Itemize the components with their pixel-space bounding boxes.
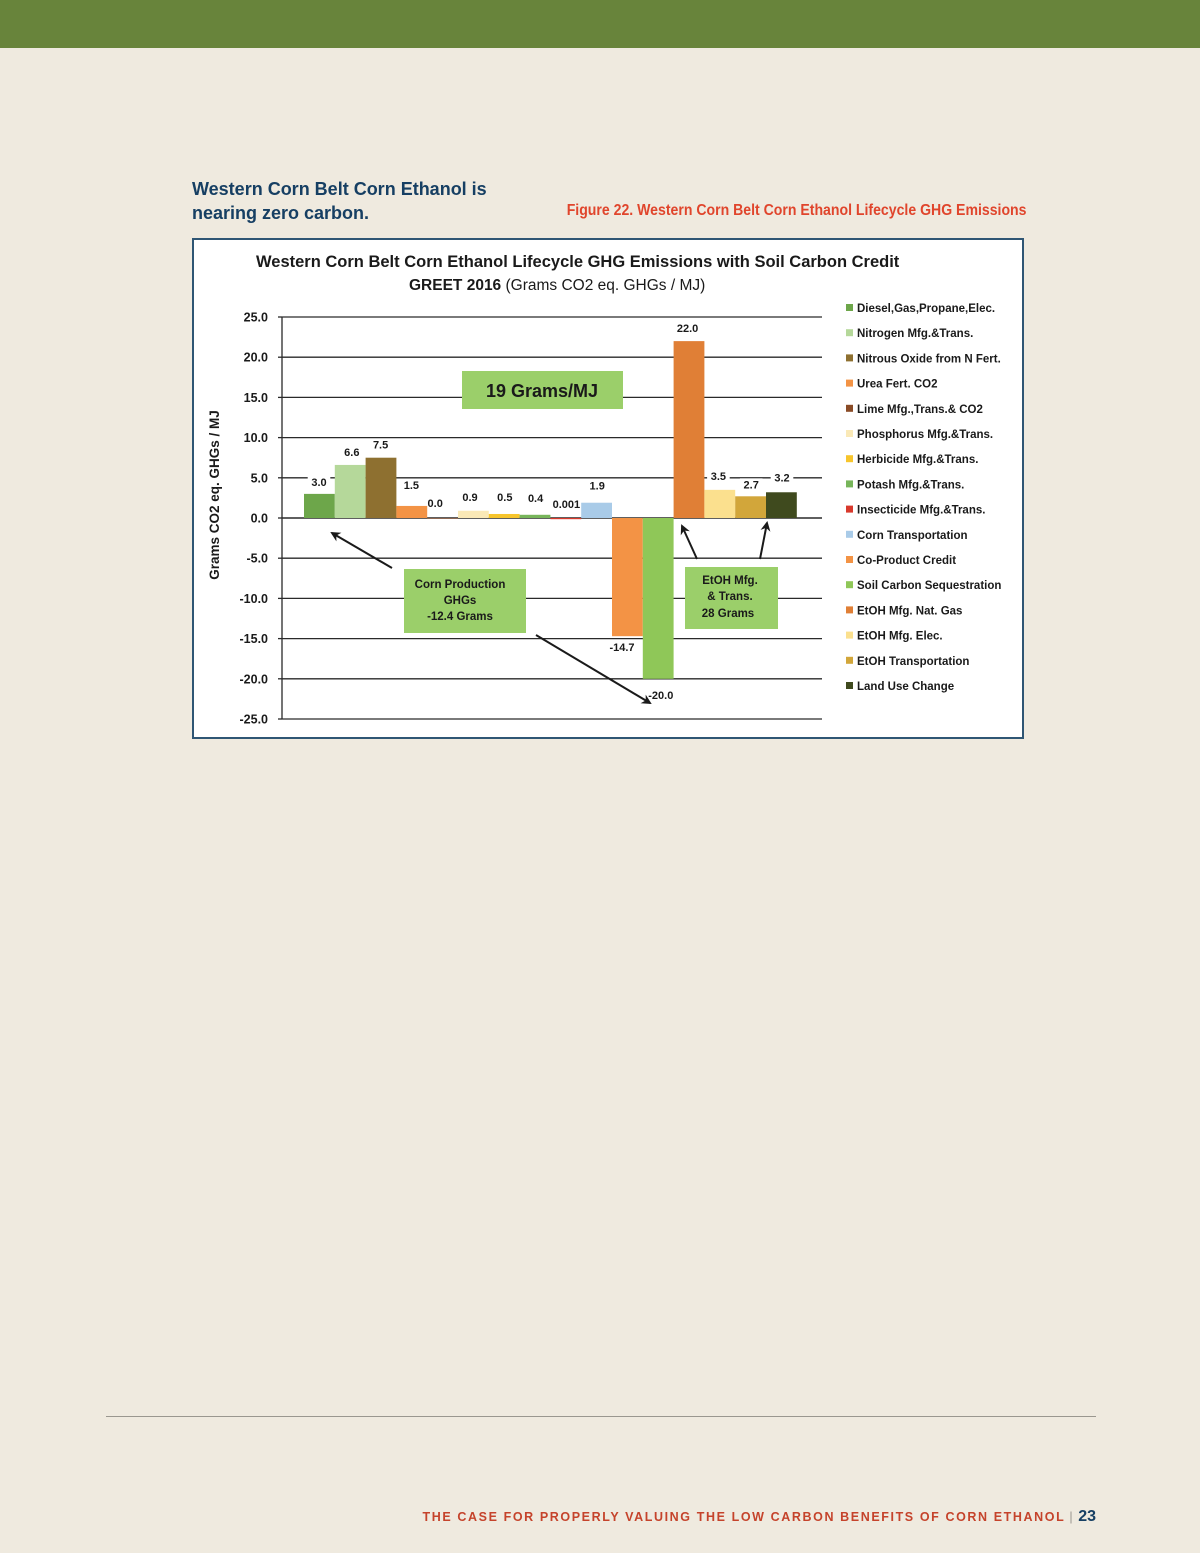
data-label: 0.4 <box>527 492 544 505</box>
legend-swatch <box>846 354 853 361</box>
legend-entry: Herbicide Mfg.&Trans. <box>857 454 979 467</box>
corn-production-line-1: Corn Production <box>414 579 506 591</box>
bar-nitrogen-mfg-trans <box>335 465 366 518</box>
bar-potash-mfg-trans <box>520 515 551 518</box>
y-tick-label: 5.0 <box>250 471 268 486</box>
bar-etoh-mfg-nat-gas <box>674 341 705 518</box>
annotations <box>332 371 778 703</box>
legend-swatch <box>846 581 853 588</box>
legend-swatch <box>846 405 853 412</box>
footer <box>423 1508 1096 1526</box>
legend-swatch <box>846 430 853 437</box>
bar-insecticide-mfg-trans <box>550 518 581 519</box>
footer-divider <box>106 1416 1096 1417</box>
chart-frame <box>192 238 1024 739</box>
corn-production-line-2: GHGs <box>443 595 477 607</box>
chart-subtitle <box>409 277 705 294</box>
page-number: 23 <box>1078 1508 1096 1525</box>
bar-co-product-credit <box>612 518 643 636</box>
legend-swatch <box>846 380 853 387</box>
chart-title: Western Corn Belt Corn Ethanol Lifecycle GHG Emissions with Soil Carbon Credit <box>256 253 900 271</box>
bar-corn-transportation <box>581 503 612 518</box>
legend-swatch <box>846 657 853 664</box>
y-tick-label: -10.0 <box>239 591 268 606</box>
y-axis-label: Grams CO2 eq. GHGs / MJ <box>207 410 222 580</box>
y-tick-labels <box>240 311 269 727</box>
legend-entry: Corn Transportation <box>857 529 968 542</box>
y-tick-label: 10.0 <box>243 431 268 446</box>
etoh-mfg-line-2: & Trans. <box>707 591 753 603</box>
data-label: 3.5 <box>710 470 727 483</box>
y-tick-label: -15.0 <box>239 632 268 647</box>
legend-swatch <box>846 632 853 639</box>
legend-swatch <box>846 455 853 462</box>
legend-entry: Potash Mfg.&Trans. <box>857 479 965 492</box>
legend-entry: Soil Carbon Sequestration <box>857 580 1002 593</box>
bar-diesel-gas-propane-elec <box>304 494 335 518</box>
legend-entry: Nitrogen Mfg.&Trans. <box>857 328 974 341</box>
legend-entry: EtOH Mfg. Nat. Gas <box>857 605 963 618</box>
legend-entry: Lime Mfg.,Trans.& CO2 <box>857 403 983 416</box>
y-tick-label: -20.0 <box>239 672 268 687</box>
data-label: 0.5 <box>497 491 513 504</box>
y-tick-label: -5.0 <box>246 551 268 566</box>
legend-swatch <box>846 682 853 689</box>
chart-subtitle-bold: GREET 2016 <box>409 277 502 294</box>
legend-entry: Land Use Change <box>857 681 955 693</box>
bar-lime-mfg-trans-co2 <box>427 518 458 519</box>
bar-nitrous-oxide-from-n-fert <box>366 458 397 518</box>
legend-swatch <box>846 329 853 336</box>
legend-entry: EtOH Transportation <box>857 655 970 668</box>
chart-subtitle-rest: (Grams CO2 eq. GHGs / MJ) <box>501 277 706 294</box>
data-label: 2.7 <box>743 479 759 492</box>
bar-etoh-mfg-elec <box>704 490 735 518</box>
figure-caption: Figure 22. Western Corn Belt Corn Ethanol Lifecycle GHG Emissions <box>566 202 1026 219</box>
legend-entry: Insecticide Mfg.&Trans. <box>857 504 986 517</box>
bar-urea-fert-co2 <box>396 506 427 518</box>
y-tick-label: 15.0 <box>243 390 268 405</box>
bar-land-use-change <box>766 492 797 518</box>
legend-entry: EtOH Mfg. Elec. <box>857 630 943 643</box>
y-tick-label: -25.0 <box>239 712 268 727</box>
etoh-mfg-arrow-right <box>760 523 767 559</box>
data-label: -20.0 <box>648 689 674 702</box>
bar-herbicide-mfg-trans <box>489 514 520 518</box>
data-label: 0.0 <box>427 498 443 510</box>
bar-etoh-transportation <box>735 496 766 518</box>
data-label: -14.7 <box>609 642 635 655</box>
legend-swatch <box>846 606 853 613</box>
legend-entry: Phosphorus Mfg.&Trans. <box>857 429 994 441</box>
legend-swatch <box>846 304 853 311</box>
legend-entry: Co-Product Credit <box>857 555 957 567</box>
data-label: 22.0 <box>676 323 699 336</box>
data-label: 7.5 <box>372 439 389 452</box>
legend <box>846 303 1001 693</box>
bar-soil-carbon-sequestration <box>643 518 674 679</box>
data-label: 0.001 <box>552 498 581 511</box>
data-label: 3.0 <box>311 476 327 489</box>
legend-entry: Nitrous Oxide from N Fert. <box>857 353 1001 366</box>
corn-production-arrow <box>332 533 392 568</box>
data-label: 0.9 <box>462 491 478 504</box>
top-color-bar <box>0 0 1200 48</box>
total-annotation-text: 19 Grams/MJ <box>485 381 599 401</box>
ghg-emissions-bar-chart <box>194 240 1022 737</box>
y-tick-label: 20.0 <box>243 350 268 365</box>
bar-phosphorus-mfg-trans <box>458 511 489 518</box>
legend-entry: Urea Fert. CO2 <box>857 378 938 391</box>
etoh-mfg-arrow-left <box>682 526 697 559</box>
data-label: 3.2 <box>774 472 790 485</box>
footer-title: THE CASE FOR PROPERLY VALUING THE LOW CARBON BENEFITS OF CORN ETHANOL <box>422 1510 1066 1524</box>
legend-swatch <box>846 531 853 538</box>
y-tick-label: 25.0 <box>243 310 268 325</box>
footer-separator: | <box>1069 1510 1075 1524</box>
legend-swatch <box>846 556 853 563</box>
data-label: 1.9 <box>589 480 605 493</box>
etoh-mfg-line-3: 28 Grams <box>701 608 755 620</box>
data-label: 1.5 <box>403 479 420 492</box>
legend-swatch <box>846 480 853 487</box>
legend-entry: Diesel,Gas,Propane,Elec. <box>857 303 996 315</box>
legend-swatch <box>846 506 853 513</box>
data-label: 6.6 <box>344 446 360 459</box>
headline: Western Corn Belt Corn Ethanol is nearing zero carbon. <box>192 179 487 223</box>
etoh-mfg-line-1: EtOH Mfg. <box>702 575 758 587</box>
corn-production-line-3: -12.4 Grams <box>427 611 493 623</box>
y-tick-label: 0.0 <box>250 511 268 526</box>
